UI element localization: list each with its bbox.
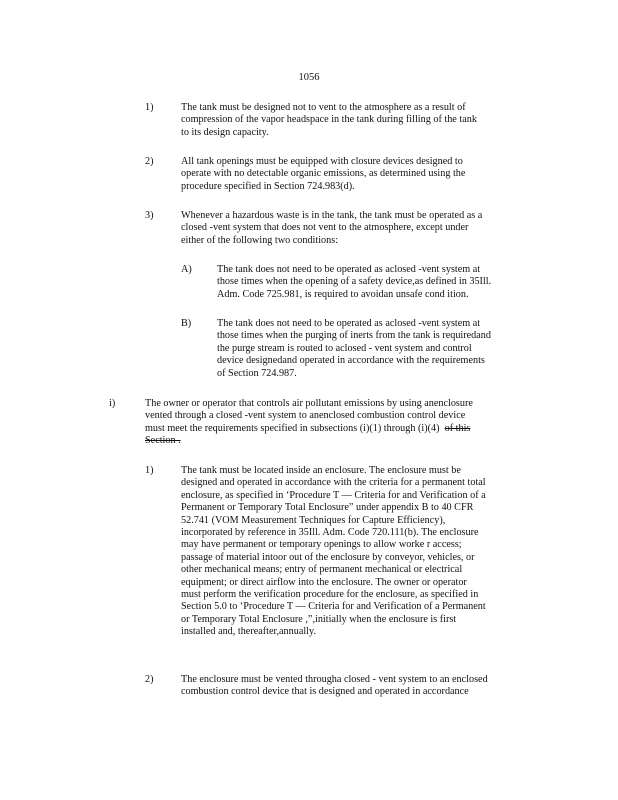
text-line: to its design capacity.	[181, 126, 269, 138]
text-line: All tank openings must be equipped with closure devices designed to	[181, 156, 463, 167]
item-label: 1)	[145, 102, 154, 113]
text-line: equipment; or direct airflow into the enclosure. The owner or operator	[181, 576, 467, 588]
text-line: Permanent or Temporary Total Enclosure” under appendix B to 40 CFR	[181, 502, 474, 514]
item-text	[217, 318, 547, 380]
text-line: or Temporary Total Enclosure ,”,initially when the enclosure is first	[181, 613, 457, 625]
text-line: operate with no detectable organic emissions, as determined using the	[181, 168, 466, 180]
item-text	[181, 156, 521, 193]
deleted-text: Section .	[145, 435, 181, 447]
text-segment: must meet the requirements specified in subsections (i)(1) through (i)(4)	[145, 422, 440, 434]
text-line: either of the following two conditions:	[181, 234, 339, 246]
text-line	[145, 435, 545, 447]
text-line: The tank must be designed not to vent to the atmosphere as a result of	[181, 102, 466, 113]
text-line: may have permanent or temporary openings to allow worke r access;	[181, 539, 462, 551]
item-text	[145, 398, 545, 448]
item-text	[181, 674, 521, 699]
text-line: procedure specified in Section 724.983(d).	[181, 180, 355, 192]
text-line: combustion control device that is designed and operated in accordance	[181, 686, 469, 698]
text-line: passage of material intoor out of the enclosure by conveyor, vehicles, or	[181, 551, 475, 563]
text-line: the purge stream is routed to aclosed - vent system and control	[217, 342, 472, 354]
item-label: 2)	[145, 674, 154, 685]
text-line: other mechanical means; entry of permanent mechanical or electrical	[181, 564, 463, 576]
text-line: The tank does not need to be operated as aclosed -vent system at	[217, 318, 481, 329]
text-line: designed and operated in accordance with the criteria for a permanent total	[181, 477, 486, 489]
item-text	[181, 465, 541, 639]
text-line: Whenever a hazardous waste is in the tank, the tank must be operated as a	[181, 210, 483, 221]
item-label: B)	[181, 318, 192, 329]
item-text	[181, 210, 541, 247]
text-line: enclosure, as specified in ‘Procedure T — Criteria for and Verification of a	[181, 489, 486, 501]
item-text	[181, 102, 531, 139]
page-number: 1056	[298, 72, 320, 83]
text-line: closed -vent system that does not vent to the atmosphere, except under	[181, 222, 469, 234]
text-line: those times when the purging of inerts from the tank is requiredand	[217, 330, 491, 342]
item-label: 2)	[145, 156, 154, 167]
text-line: installed and, thereafter,annually.	[181, 626, 316, 638]
text-line	[145, 423, 545, 435]
text-line: 52.741 (VOM Measurement Techniques for Capture Efficiency),	[181, 514, 446, 526]
deleted-text: of this	[444, 422, 471, 434]
text-line: vented through a closed -vent system to anenclosed combustion control device	[145, 410, 466, 422]
text-line: The enclosure must be vented througha closed - vent system to an enclosed	[181, 674, 488, 685]
item-label: 1)	[145, 465, 154, 476]
text-line: compression of the vapor headspace in the tank during filling of the tank	[181, 114, 477, 126]
text-line: Section 5.0 to ‘Procedure T — Criteria for and Verification of a Permanent	[181, 601, 486, 613]
text-line: The tank does not need to be operated as aclosed -vent system at	[217, 264, 481, 275]
text-line: incorporated by reference in 35Ill. Adm. Code 720.111(b). The enclosure	[181, 527, 479, 539]
text-line: The owner or operator that controls air pollutant emissions by using anenclosure	[145, 398, 473, 409]
item-label: i)	[109, 398, 116, 409]
text-line: Adm. Code 725.981, is required to avoidan unsafe cond ition.	[217, 288, 469, 300]
text-line: of Section 724.987.	[217, 367, 297, 379]
text-line: must perform the verification procedure for the enclosure, as specified in	[181, 589, 479, 601]
text-line: those times when the opening of a safety device,as defined in 35Ill.	[217, 276, 492, 288]
item-label: A)	[181, 264, 192, 275]
text-line: The tank must be located inside an enclosure. The enclosure must be	[181, 465, 461, 476]
item-text	[217, 264, 547, 301]
item-label: 3)	[145, 210, 154, 221]
text-line: device designedand operated in accordance with the requirements	[217, 355, 485, 367]
